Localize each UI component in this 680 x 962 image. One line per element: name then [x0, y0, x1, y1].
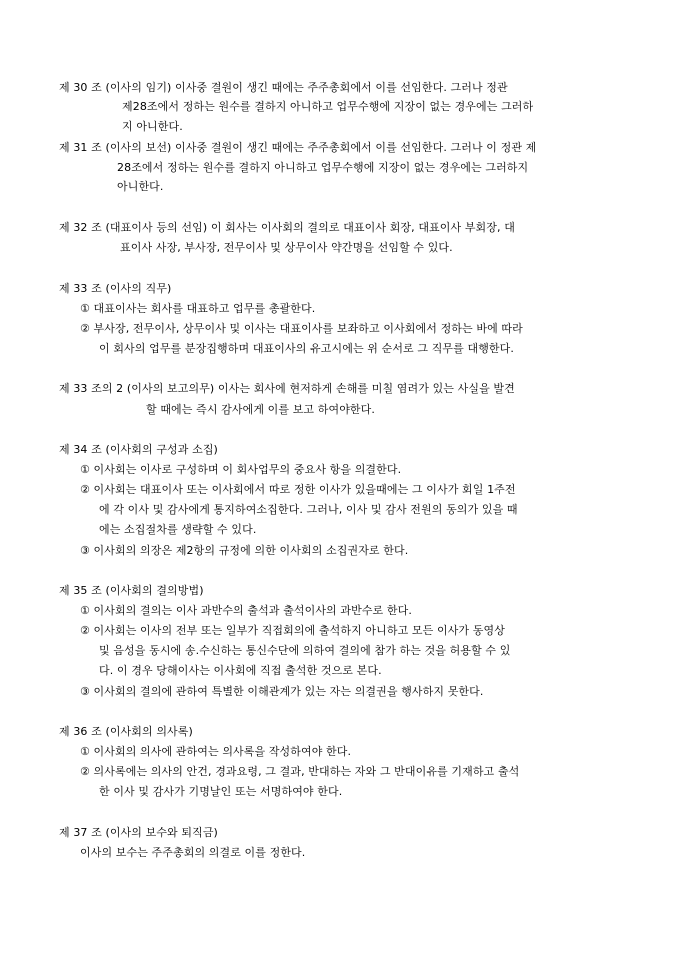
article-30-text-line: 지 아니한다.: [122, 120, 183, 133]
article-35-clause-2-cont: 다. 이 경우 당해이사는 이사회에 직접 출석한 것으로 본다.: [99, 664, 382, 677]
article-37-heading-line: 제 37 조 (이사의 보수와 퇴직금): [59, 826, 218, 839]
article-33-heading-line: 제 33 조 (이사의 직무): [59, 282, 172, 295]
article-35-clause-2: ② 이사회는 이사의 전부 또는 일부가 직접회의에 출석하지 아니하고 모든 이사가 동영상: [80, 624, 505, 637]
article-34-heading-line: 제 34 조 (이사회의 구성과 소집): [59, 443, 218, 456]
article-31-text-line: 아니한다.: [117, 180, 164, 193]
article-35-clause-2-cont: 및 음성을 동시에 송.수신하는 통신수단에 의하여 결의에 참가 하는 것을 허용할 수 있: [99, 644, 511, 657]
article-33-2-heading-line: 제 33 조의 2 (이사의 보고의무) 이사는 회사에 현저하게 손해를 미칠 염려가 있는 사실을 발견: [59, 382, 515, 395]
article-33-2-text-line: 할 때에는 즉시 감사에게 이를 보고 하여야한다.: [146, 403, 375, 416]
article-34-clause-3: ③ 이사회의 의장은 제2항의 규정에 의한 이사회의 소집권자로 한다.: [80, 544, 409, 557]
article-30-heading-line: 제 30 조 (이사의 임기) 이사중 결원이 생긴 때에는 주주총회에서 이를 선임한다. 그러나 정관: [59, 81, 508, 94]
article-33-clause-1: ① 대표이사는 회사를 대표하고 업무를 총괄한다.: [80, 302, 316, 315]
article-33-clause-2-cont: 이 회사의 업무를 분장집행하며 대표이사의 유고시에는 위 순서로 그 직무를 대행한다.: [99, 342, 514, 355]
article-36-heading-line: 제 36 조 (이사회의 의사록): [59, 725, 193, 738]
article-34-clause-2-cont: 에 각 이사 및 감사에게 통지하여소집한다. 그러나, 이사 및 감사 전원의 동의가 있을 때: [99, 503, 518, 516]
article-35-clause-1: ① 이사회의 결의는 이사 과반수의 출석과 출석이사의 과반수로 한다.: [80, 604, 412, 617]
article-36-clause-1: ① 이사회의 의사에 관하여는 의사록을 작성하여야 한다.: [80, 745, 352, 758]
article-37-text-line: 이사의 보수는 주주총회의 의결로 이를 정한다.: [80, 846, 306, 859]
article-35-heading-line: 제 35 조 (이사회의 결의방법): [59, 584, 204, 597]
article-36-clause-2: ② 의사록에는 의사의 안건, 경과요령, 그 결과, 반대하는 자와 그 반대이유를 기재하고 출석: [80, 765, 520, 778]
article-30-text-line: 제28조에서 정하는 원수를 결하지 아니하고 업무수행에 지장이 없는 경우에는 그러하: [122, 100, 534, 113]
article-31-text-line: 28조에서 정하는 원수를 결하지 아니하고 업무수행에 지장이 없는 경우에는 그러하지: [117, 161, 529, 174]
article-36-clause-2-cont: 한 이사 및 감사가 기명날인 또는 서명하여야 한다.: [99, 785, 343, 798]
article-35-clause-3: ③ 이사회의 결의에 관하여 특별한 이해관계가 있는 자는 의결권을 행사하지 못한다.: [80, 685, 484, 698]
article-32-text-line: 표이사 사장, 부사장, 전무이사 및 상무이사 약간명을 선임할 수 있다.: [120, 241, 453, 254]
article-33-clause-2: ② 부사장, 전무이사, 상무이사 및 이사는 대표이사를 보좌하고 이사회에서 정하는 바에 따라: [80, 322, 523, 335]
article-34-clause-2: ② 이사회는 대표이사 또는 이사회에서 따로 정한 이사가 있을때에는 그 이사가 회일 1주전: [80, 483, 516, 496]
article-31-heading-line: 제 31 조 (이사의 보선) 이사중 결원이 생긴 때에는 주주총회에서 이를 선임한다. 그러나 이 정관 제: [59, 141, 537, 154]
article-34-clause-1: ① 이사회는 이사로 구성하며 이 회사업무의 중요사 항을 의결한다.: [80, 463, 402, 476]
article-32-heading-line: 제 32 조 (대표이사 등의 선임) 이 회사는 이사회의 결의로 대표이사 회장, 대표이사 부회장, 대: [59, 221, 515, 234]
article-34-clause-2-cont: 에는 소집절차를 생략할 수 있다.: [99, 523, 257, 536]
